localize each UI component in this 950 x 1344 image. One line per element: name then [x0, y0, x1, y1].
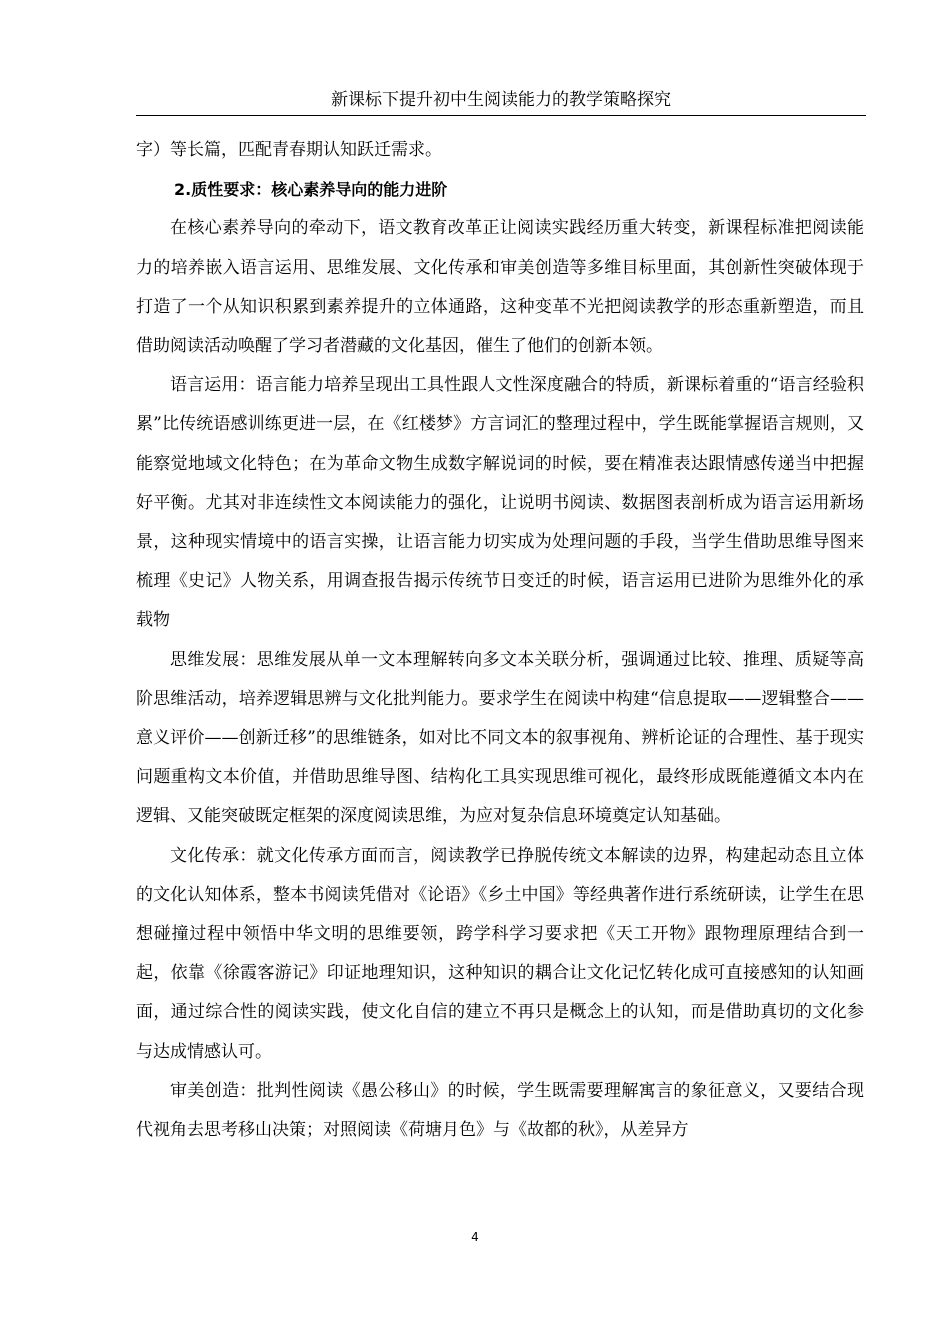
page-number: 4 — [471, 1230, 479, 1244]
running-header: 新课标下提升初中生阅读能力的教学策略探究 — [136, 88, 866, 116]
paragraph-thinking-development: 思维发展：思维发展从单一文本理解转向多文本关联分析，强调通过比较、推理、质疑等高阶思维活动，培养逻辑思辨与文化批判能力。要求学生在阅读中构建“信息提取——逻辑整合——意义评价——创新迁移”的思维链条，如对比不同文本的叙事视角、辨析论证的合理性、基于现实问题重构文本价值，并借助思维导图、结构化工具实现思维可视化，最终形成既能遵循文本内在逻辑、又能突破既定框架的深度阅读思维，为应对复杂信息环境奠定认知基础。 — [136, 649, 864, 827]
continued-line: 字）等长篇，匹配青春期认知跃迁需求。 — [136, 140, 442, 160]
section-heading: 2.质性要求：核心素养导向的能力进阶 — [174, 180, 448, 200]
paragraph-aesthetic-creation: 审美创造：批判性阅读《愚公移山》的时候，学生既需要理解寓言的象征意义，又要结合现代视角去思考移山决策；对照阅读《荷塘月色》与《故都的秋》，从差异方 — [136, 1080, 864, 1141]
paragraph-intro: 在核心素养导向的牵动下，语文教育改革正让阅读实践经历重大转变，新课程标准把阅读能力的培养嵌入语言运用、思维发展、文化传承和审美创造等多维目标里面，其创新性突破体现于打造了一个从知识积累到素养提升的立体通路，这种变革不光把阅读教学的形态重新塑造，而且借助阅读活动唤醒了学习者潜藏的文化基因，催生了他们的创新本领。 — [136, 218, 864, 357]
paragraph-cultural-heritage: 文化传承：就文化传承方面而言，阅读教学已挣脱传统文本解读的边界，构建起动态且立体的文化认知体系，整本书阅读凭借对《论语》《乡土中国》等经典著作进行系统研读，让学生在思想碰撞过程中领悟中华文明的思维要领，跨学科学习要求把《天工开物》跟物理原理结合到一起，依靠《徐霞客游记》印证地理知识，这种知识的耦合让文化记忆转化成可直接感知的认知画面，通过综合性的阅读实践，使文化自信的建立不再只是概念上的认知，而是借助真切的文化参与达成情感认可。 — [136, 845, 864, 1062]
page-body — [136, 131, 864, 1150]
paragraph-language-use: 语言运用：语言能力培养呈现出工具性跟人文性深度融合的特质，新课标着重的“语言经验积累”比传统语感训练更进一层，在《红楼梦》方言词汇的整理过程中，学生既能掌握语言规则，又能察觉地域文化特色；在为革命文物生成数字解说词的时候，要在精准表达跟情感传递当中把握好平衡。尤其对非连续性文本阅读能力的强化，让说明书阅读、数据图表剖析成为语言运用新场景，这种现实情境中的语言实操，让语言能力切实成为处理问题的手段，当学生借助思维导图来梳理《史记》人物关系，用调查报告揭示传统节日变迁的时候，语言运用已进阶为思维外化的承载物 — [136, 375, 864, 631]
